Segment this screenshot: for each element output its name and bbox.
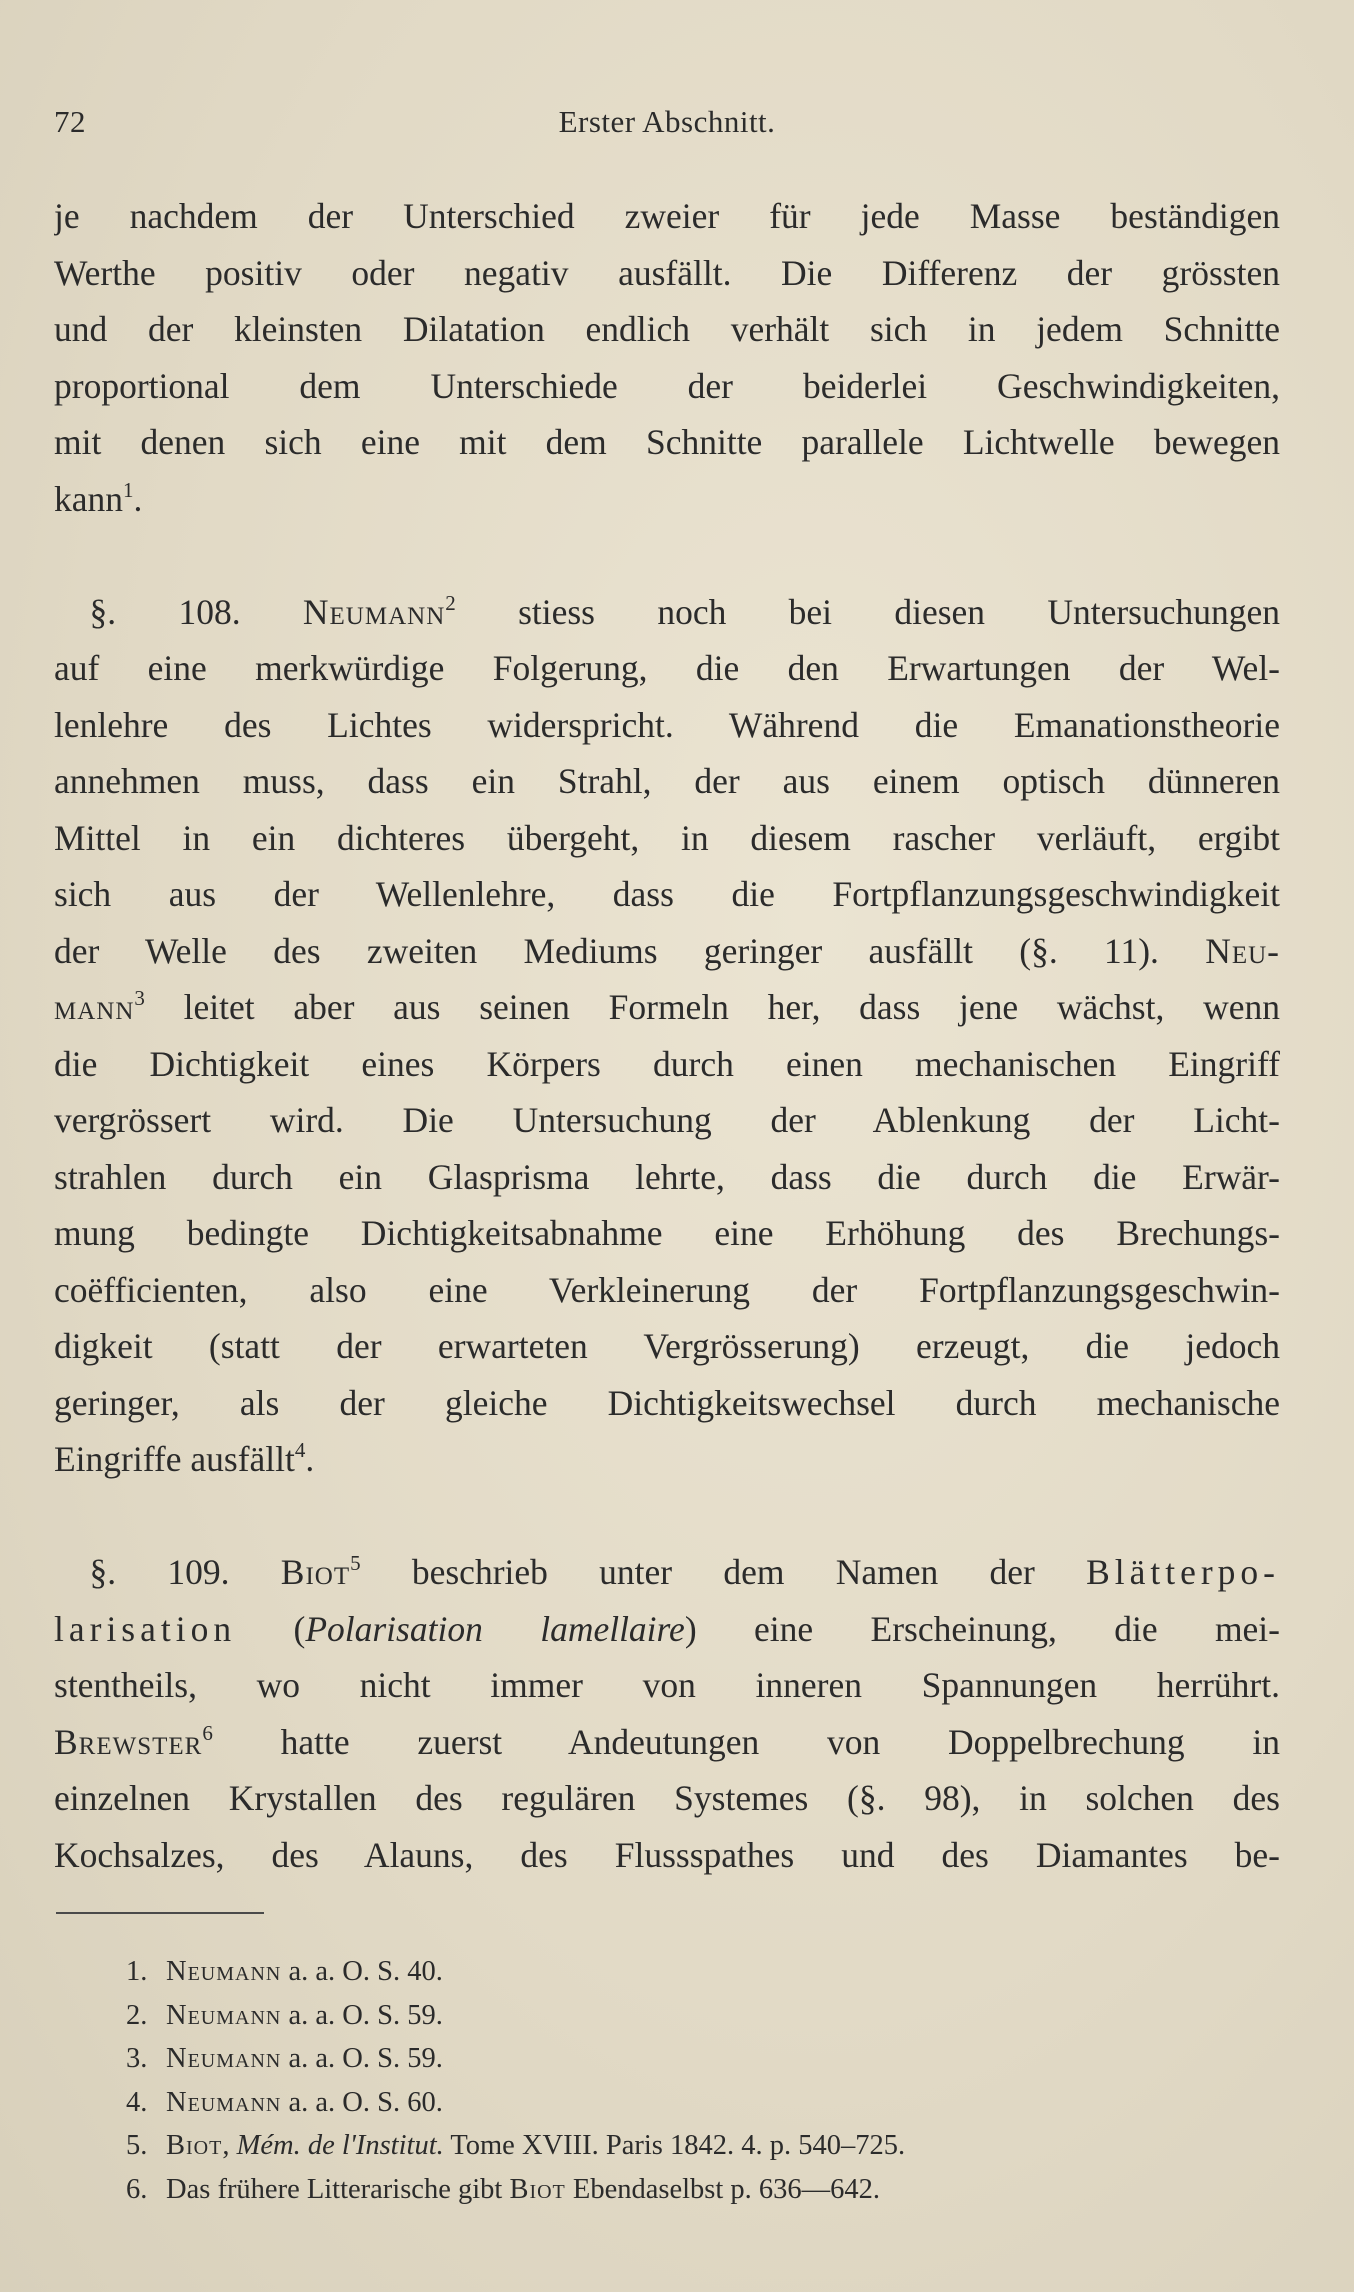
text-line: lenlehre des Lichtes widerspricht. Während die Emanationstheorie <box>54 704 1280 745</box>
page-header <box>54 104 1280 148</box>
text-line: Kochsalzes, des Alauns, des Flussspathes und des Diamantes be- <box>54 1834 1280 1875</box>
author-name: Neumann <box>166 1956 282 1987</box>
text-line: Mittel in ein dichteres übergeht, in diesem rascher verläuft, ergibt <box>54 817 1280 858</box>
footnote: 3. Neumann a. a. O. S. 59. <box>126 2043 443 2074</box>
text-line: stentheils, wo nicht immer von inneren Spannungen herrührt. <box>54 1665 1280 1705</box>
text-line: mung bedingte Dichtigkeitsabnahme eine Erhöhung des Brechungs- <box>54 1213 1280 1253</box>
text-line: Werthe positiv oder negativ ausfällt. Die Differenz der grössten <box>54 252 1280 293</box>
text-line: einzelnen Krystallen des regulären Systemes (§. 98), in solchen des <box>54 1778 1280 1818</box>
text-line: auf eine merkwürdige Folgerung, die den Erwartungen der Wel- <box>54 648 1280 688</box>
footnote-divider <box>56 1912 264 1914</box>
footnote-ref: 5 <box>350 1551 361 1575</box>
italic-term: Polarisation lamellaire <box>305 1608 685 1649</box>
paragraph-gap <box>54 1488 1280 1545</box>
spaced-term: larisation <box>54 1608 237 1649</box>
author-name: Biot <box>166 2130 223 2161</box>
text-line: vergrössert wird. Die Untersuchung der Ablenkung der Licht- <box>54 1100 1280 1140</box>
section-marker: §. 108. <box>89 591 303 632</box>
spaced-term: Blätterpo- <box>1086 1552 1280 1592</box>
footnote-ref: 1 <box>123 477 134 502</box>
footnote: 2. Neumann a. a. O. S. 59. <box>126 1999 443 2031</box>
author-name: Neumann <box>166 2043 282 2074</box>
text-line: geringer, als der gleiche Dichtigkeitswechsel durch mechanische <box>54 1382 1280 1423</box>
author-name: mann <box>54 987 135 1027</box>
text-line: kann$^1$. <box>54 477 143 519</box>
author-name: Biot <box>280 1552 351 1592</box>
footnote: 1. Neumann a. a. O. S. 40. <box>126 1956 443 1987</box>
text-line: mann$^3$ leitet aber aus seinen Formeln her, dass jene wächst, wenn <box>54 986 1280 1027</box>
footnote-ref: 2 <box>445 590 456 615</box>
running-title: Erster Abschnitt. <box>558 104 776 139</box>
main-text <box>54 188 1280 1883</box>
paragraph-gap <box>54 527 1280 584</box>
author-name: Biot <box>509 2173 566 2205</box>
text-line: coëfficienten, also eine Verkleinerung der Fortpflanzungsgeschwin- <box>54 1269 1280 1310</box>
text-line: larisation (Polarisation lamellaire) eine Erscheinung, die mei- <box>54 1608 1280 1649</box>
text-line: sich aus der Wellenlehre, dass die Fortpflanzungsgeschwindigkeit <box>54 874 1280 914</box>
footnote: 6. Das frühere Litterarische gibt Biot Ebendaselbst p. 636—642. <box>126 2173 881 2205</box>
footnote-ref: 3 <box>134 986 145 1010</box>
text-line: proportional dem Unterschiede der beiderlei Geschwindigkeiten, <box>54 365 1280 406</box>
text-line: annehmen muss, dass ein Strahl, der aus einem optisch dünneren <box>54 761 1280 801</box>
footnote: 5. Biot, Mém. de l'Institut. Tome XVIII. Paris 1842. 4. p. 540–725. <box>126 2130 906 2161</box>
text-line: mit denen sich eine mit dem Schnitte parallele Lichtwelle bewegen <box>54 422 1280 462</box>
footnote-ref: 6 <box>202 1720 213 1745</box>
text-line: je nachdem der Unterschied zweier für jede Masse beständigen <box>54 196 1280 236</box>
text-line: der Welle des zweiten Mediums geringer ausfällt (§. 11). Neu- <box>54 930 1280 971</box>
author-name: Brewster <box>54 1721 203 1762</box>
text-line: digkeit (statt der erwarteten Vergrösserung) erzeugt, die jedoch <box>54 1326 1280 1366</box>
footnote: 4. Neumann a. a. O. S. 60. <box>126 2086 443 2118</box>
text-line: strahlen durch ein Glasprisma lehrte, dass die durch die Erwär- <box>54 1156 1280 1197</box>
author-name: Neu- <box>1205 930 1280 971</box>
author-name: Neumann <box>166 2086 282 2118</box>
author-name: Neumann <box>302 591 446 632</box>
text-line: §. 109. Biot$^5$ beschrieb unter dem Namen der Blätterpo- <box>89 1551 1280 1592</box>
footnote-ref: 4 <box>294 1438 306 1462</box>
italic-title: Mém. de l'Institut. <box>236 2130 444 2161</box>
text-line: §. 108. Neumann$^2$ stiess noch bei diesen Untersuchungen <box>89 590 1280 632</box>
text-line: Brewster$^6$ hatte zuerst Andeutungen von Doppelbrechung in <box>54 1720 1280 1762</box>
section-marker: §. 109. <box>89 1552 281 1592</box>
footnotes <box>126 1950 1276 2211</box>
page-number: 72 <box>54 104 86 139</box>
author-name: Neumann <box>166 1999 282 2031</box>
text-line: Eingriffe ausfällt$^4$. <box>54 1438 315 1479</box>
text-line: und der kleinsten Dilatation endlich verhält sich in jedem Schnitte <box>54 309 1280 349</box>
text-line: die Dichtigkeit eines Körpers durch einen mechanischen Eingriff <box>54 1043 1280 1084</box>
